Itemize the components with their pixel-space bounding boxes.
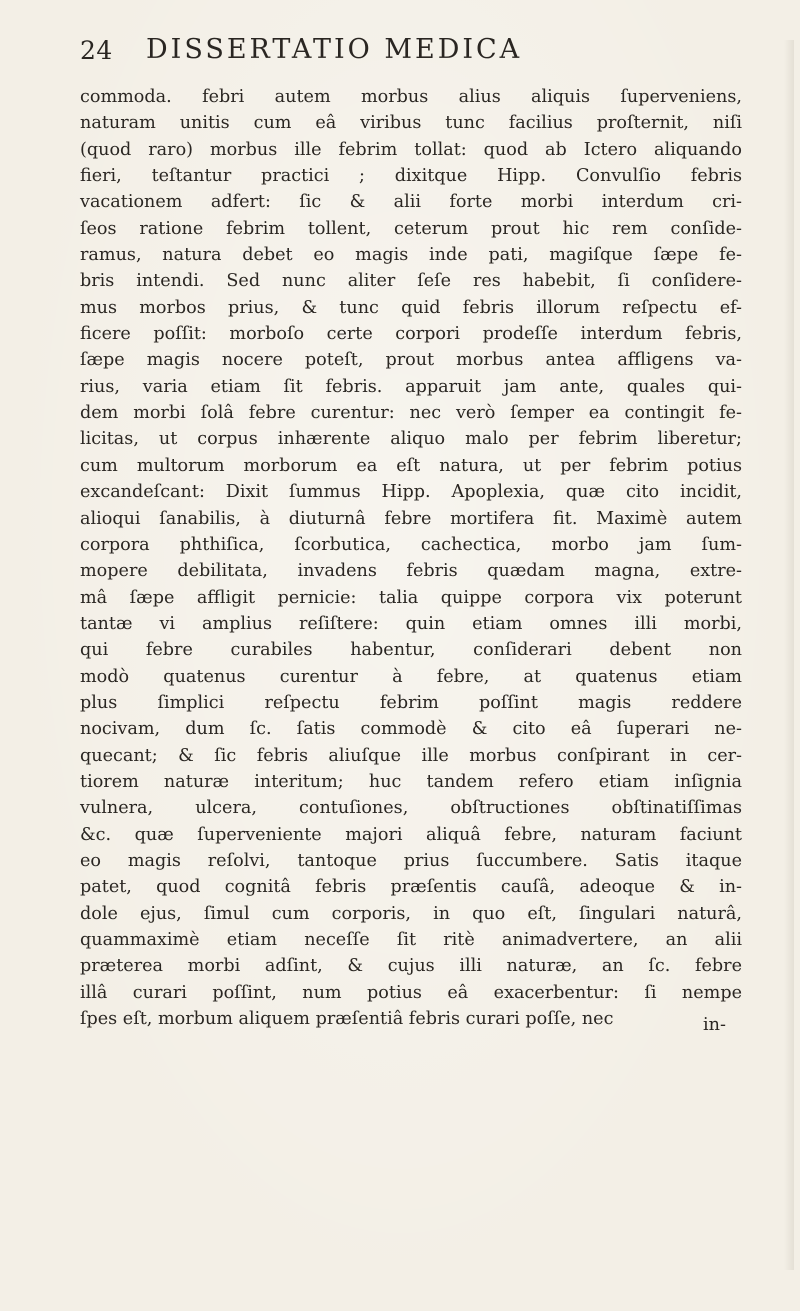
text-line: tantæ vi amplius reſiſtere: quin etiam omnes illi morbi, [80,613,742,634]
text-line: ſæpe magis nocere poteſt, prout morbus antea affligens va- [80,350,742,371]
text-line: &c. quæ ſuperveniente majori aliquâ febre, naturam faciunt [80,824,742,845]
text-line: excandeſcant: Dixit ſummus Hipp. Apoplexia, quæ cito incidit, [80,482,742,503]
text-line: plus ſimplici reſpectu febrim poſſint magis reddere [80,692,742,713]
text-line: mopere debilitata, invadens febris quædam magna, extre- [80,561,742,582]
text-line: patet, quod cognitâ febris præſentis cauſâ, adeoque & in- [80,877,742,898]
text-line: ſpes eſt, morbum aliquem præſentiâ febris curari poſſe, nec [80,1009,614,1030]
running-title: DISSERTATIO MEDICA [146,34,523,65]
catchword: in- [703,1015,726,1035]
text-line: mâ ſæpe affligit pernicie: talia quippe corpora vix poterunt [80,587,742,608]
text-line: (quod raro) morbus ille febrim tollat: quod ab Ictero aliquando [80,139,742,160]
text-line: bris intendi. Sed nunc aliter ſeſe res habebit, ſi conſidere- [80,271,742,292]
text-line: modò quatenus curentur à febre, at quatenus etiam [80,666,742,687]
text-line: ficere poſſit: morboſo certe corpori prodeſſe interdum febris, [80,324,742,345]
text-line: corpora phthiſica, ſcorbutica, cachectica, morbo jam ſum- [80,534,742,555]
running-head [80,34,740,74]
page-edge-shadow [784,40,794,1270]
text-line: commoda. febri autem morbus alius aliquis ſuperveniens, [80,87,742,107]
text-line: fieri, teſtantur practici ; dixitque Hipp. Convulſio febris [80,166,742,187]
text-line: dem morbi ſolâ febre curentur: nec verò ſemper ea contingit fe- [80,403,742,424]
text-line: rius, varia etiam ſit febris. apparuit jam ante, quales qui- [80,376,742,397]
text-line: tiorem naturæ interitum; huc tandem refero etiam inſignia [80,771,742,792]
text-line: eo magis reſolvi, tantoque prius ſuccumbere. Satis itaque [80,850,742,871]
body-text [80,84,742,1032]
text-line: dole ejus, ſimul cum corporis, in quo eſt, ſingulari naturâ, [80,903,742,924]
text-line: naturam unitis cum eâ viribus tunc facilius proſternit, niſi [80,113,742,134]
text-line: licitas, ut corpus inhærente aliquo malo per febrim liberetur; [80,429,742,450]
page-number: 24 [80,36,113,65]
text-line: mus morbos prius, & tunc quid febris illorum reſpectu ef- [80,297,742,318]
text-line: quammaximè etiam neceſſe ſit ritè animadvertere, an alii [80,930,742,950]
text-line: qui febre curabiles habentur, conſiderari debent non [80,640,742,661]
text-line: illâ curari poſſint, num potius eâ exacerbentur: ſi nempe [80,982,742,1003]
text-line: vulnera, ulcera, contuſiones, obſtructiones obſtinatiſſimas [80,798,742,819]
text-line: ramus, natura debet eo magis inde pati, magiſque ſæpe fe- [80,245,742,266]
text-line: vacationem adfert: ſic & alii forte morbi interdum cri- [80,192,742,213]
text-line: cum multorum morborum ea eſt natura, ut per febrim potius [80,455,742,476]
text-line: ſeos ratione febrim tollent, ceterum prout hic rem conſide- [80,218,742,239]
text-line: alioqui ſanabilis, à diuturnâ febre mortifera fit. Maximè autem [80,508,742,529]
text-line: præterea morbi adſint, & cujus illi naturæ, an ſc. febre [80,956,742,977]
text-line: quecant; & ſic febris aliuſque ille morbus conſpirant in cer- [80,745,742,766]
text-line: nocivam, dum ſc. ſatis commodè & cito eâ ſuperari ne- [80,719,742,740]
